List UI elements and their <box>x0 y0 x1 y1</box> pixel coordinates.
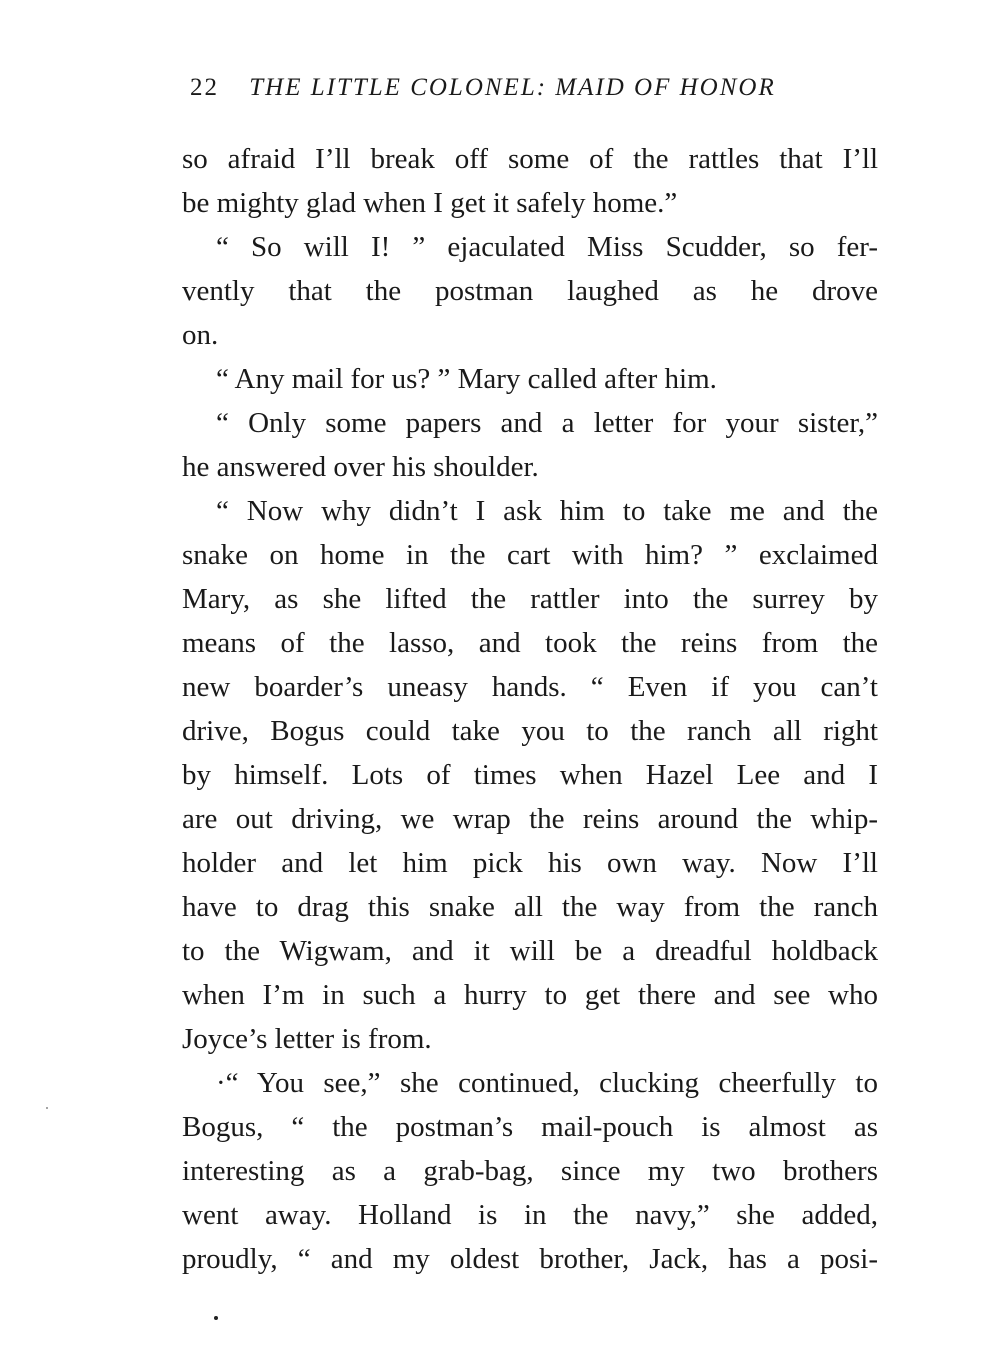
print-speck <box>214 1316 218 1320</box>
text-line: are out driving, we wrap the reins around the whip- <box>182 803 878 835</box>
body-text <box>182 137 878 1281</box>
text-line: “ Now why didn’t I ask him to take me and the <box>216 495 878 527</box>
text-line: Joyce’s letter is from. <box>182 1023 432 1055</box>
book-title: THE LITTLE COLONEL: MAID OF HONOR <box>249 74 776 101</box>
text-line: ·“ You see,” she continued, clucking cheerfully to <box>216 1067 878 1099</box>
text-line: on. <box>182 319 219 351</box>
text-line: when I’m in such a hurry to get there and see who <box>182 979 878 1011</box>
text-line: have to drag this snake all the way from the ranch <box>182 891 878 923</box>
text-line: holder and let him pick his own way. Now I’ll <box>182 847 878 879</box>
text-line: “ So will I! ” ejaculated Miss Scudder, so fer- <box>216 231 878 263</box>
text-line: means of the lasso, and took the reins from the <box>182 627 878 659</box>
text-line: he answered over his shoulder. <box>182 451 539 483</box>
text-line: Mary, as she lifted the rattler into the surrey by <box>182 583 878 615</box>
text-line: by himself. Lots of times when Hazel Lee and I <box>182 759 878 791</box>
text-line: proudly, “ and my oldest brother, Jack, has a posi- <box>182 1243 878 1275</box>
text-line: vently that the postman laughed as he drove <box>182 275 878 307</box>
text-line: snake on home in the cart with him? ” exclaimed <box>182 539 878 571</box>
running-head <box>190 74 890 110</box>
text-line: interesting as a grab-bag, since my two brothers <box>182 1155 878 1187</box>
text-line: “ Any mail for us? ” Mary called after him. <box>216 363 717 395</box>
page-number: 22 <box>190 74 219 101</box>
text-line: to the Wigwam, and it will be a dreadful holdback <box>182 935 878 967</box>
text-line: so afraid I’ll break off some of the rattles that I’ll <box>182 143 878 175</box>
text-line: Bogus, “ the postman’s mail-pouch is almost as <box>182 1111 878 1143</box>
text-line: “ Only some papers and a letter for your sister,” <box>216 407 878 439</box>
text-line: be mighty glad when I get it safely home.” <box>182 187 678 219</box>
text-line: new boarder’s uneasy hands. “ Even if you can’t <box>182 671 878 703</box>
text-line: went away. Holland is in the navy,” she added, <box>182 1199 878 1231</box>
text-line: drive, Bogus could take you to the ranch all right <box>182 715 878 747</box>
print-speck <box>46 1107 48 1109</box>
